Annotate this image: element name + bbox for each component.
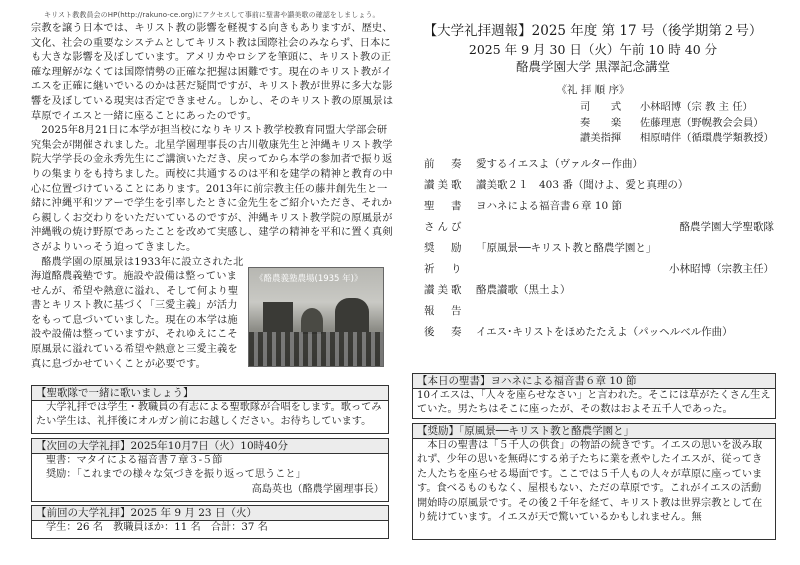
scripture-text: 10イエスは、「人々を座らせなさい」と言われた。そこには草がたくさん生えていた。男たちはそこに座ったが、その数はおよそ五千人であった。 [417, 390, 771, 416]
order-of-service-title: 《礼 拝 順 序》 [556, 84, 630, 96]
next-service-sermon: 奨励：「これまでの様々な気づきを振り返って思うこと」 [46, 469, 306, 481]
origin-paragraph: 酪農学園の原風景は1933年に設立された北海道酪農義塾です。施設や設備は整っていませんが、希望や熱意に溢れ、そして何より聖書とキリスト教に基づく「三愛主義」が活力をもって息づいていました。現在の本学は施設や設備は整っていますが、それゆえにこそ原風景に溢れている希望や熱意と三愛主義を真に息づかせていくことが必要です。 [31, 256, 244, 370]
order-postlude: 後 奏 イエス･キリストをほめたたえよ（パッヘルベル作曲） [424, 326, 733, 338]
choir-box [31, 385, 389, 434]
previous-service-title: 【前回の大学礼拝】2025 年 9 月 23 日（火） [32, 506, 388, 521]
order-scripture: 聖 書 ヨハネによる福音書６章 10 節 [424, 200, 623, 212]
conference-paragraph: 2025年8月21日に本学が担当校になりキリスト教学校教育同盟大学部会研究集会が開催されました。北星学園理事長の古川敬康先生と沖縄キリスト教学院大学学長の金永秀先生にご講演いただき、戻ってから本学の参加者で振り返りの集まりをも持ちました。両校に共通するのは平和を建学の精神と教育の中心に位置づけていることにあります。2013年に前宗教主任の藤井創先生と一緒に沖縄平和ツアーで学生を引率したときに金先生をご紹介いただき、それから親しくお交わりをいただいているのですが、沖縄キリスト教学院の原風景が沖縄戦の焼け野原であったことを改めて実感し、建学の精神を平和に置く真剣さがよりいっそう迫ってきました。 [31, 125, 393, 253]
order-hymn-1: 讃美歌 讃美歌２１ 403 番（聞けよ、愛と真理の） [424, 179, 689, 191]
next-service-box [31, 438, 389, 502]
people-group [249, 332, 383, 366]
order-choir: さんび 酪農学園大学聖歌隊 [424, 221, 774, 233]
bulletin-title: 【大学礼拝週報】2025 年度 第 17 号（後学期第２号） [423, 23, 763, 39]
service-datetime: 2025 年 9 月 30 日（火）午前 10 時 40 分 [468, 42, 718, 57]
order-sermon: 奨 励 「原風景──キリスト教と酪農学園と」 [424, 242, 657, 254]
staff-list [580, 100, 774, 147]
staff-officiant: 司 式 小林昭博（宗 教 主 任） [580, 101, 753, 113]
order-prayer: 祈 り 小林昭博（宗教主任） [424, 263, 774, 275]
choir-box-title: 【聖歌隊で一緒に歌いましょう】 [32, 386, 388, 401]
photo-caption: 《酪農義塾農場(1935 年)》 [255, 274, 363, 284]
sermon-box-title: 【奨励】「原風景──キリスト教と酪農学園と」 [413, 424, 775, 439]
bulletin-header [412, 21, 774, 75]
scripture-box [412, 373, 776, 419]
next-service-title: 【次回の大学礼拝】2025年10月7日（火）10時40分 [32, 439, 388, 454]
historical-photo [248, 267, 384, 367]
attendance-counts: 学生：26 名 教職員ほか：11 名 合計：37 名 [46, 522, 268, 533]
previous-service-box [31, 505, 389, 539]
order-hymn-2: 讃美歌 酪農讃歌（黒土よ） [424, 284, 571, 296]
order-prelude: 前 奏 愛するイエスよ（ヴァルター作曲） [424, 158, 644, 170]
staff-organist: 奏 楽 佐藤理恵（野幌教会会員） [580, 116, 764, 129]
staff-hymn-leader: 讃美指揮 相原晴伴（循環農学類教授） [580, 132, 774, 144]
choir-box-body: 大学礼拝では学生・教職員の有志による聖歌隊が合唱をします。歌ってみたい学生は、礼拝後にオルガン前にお越しください。お待ちしています。 [36, 402, 382, 428]
service-venue: 酪農学園大学 黒澤記念講堂 [516, 59, 670, 74]
intro-paragraph: 宗教を譲う日本では、キリスト教の影響を軽視する向きもありますが、歴史、文化、社会の重要なシステムとしてキリスト教は国際社会のみならず、日本にも大きな影響を及ぼしています。アメリカやロシアを筆頭に、キリスト教の正確な理解がなくては国際情勢の正確な把握は困難です。現在のキリスト教がイエスを正確に継いでいるのかは甚だ疑問ですが、キリスト教が世界に多大な影響を及ぼしている現実は否定できません。しかし、そのキリスト教の原風景は草原でイエスと一緒に座ることにあったのです。 [31, 23, 394, 122]
order-announcements: 報 告 [424, 305, 465, 317]
top-note: キリスト教教員会のHP(http://rakuno-ce.org)にアクセスして事前に聖書や讃美歌の確認をしましょう。 [44, 11, 380, 19]
scripture-box-title: 【本日の聖書】ヨハネによる福音書６章 10 節 [413, 374, 775, 389]
sermon-text: 本日の聖書は「５千人の供食」の物語の続きです。イエスの思いを汲み取れず、少年の思いを無碍にする弟子たちに業を煮やしたイエスが、従ってきた人たちを座らせる場面です。ここでは５千人もの人々が草原に座っています。食べるものもなく、屋根もない、ただの草原です。これがイエスの活動開始時の原風景です。その後２千年を経て、キリスト教は世界宗教として在り続けています。イエスが天で驚いているかもしれません。無 [417, 440, 763, 524]
sermon-box [412, 423, 776, 540]
next-service-scripture: 聖書：マタイによる福音書７章３-５節 [46, 455, 223, 466]
next-service-speaker: 高島英也（酪農学園理事長） [251, 483, 384, 495]
